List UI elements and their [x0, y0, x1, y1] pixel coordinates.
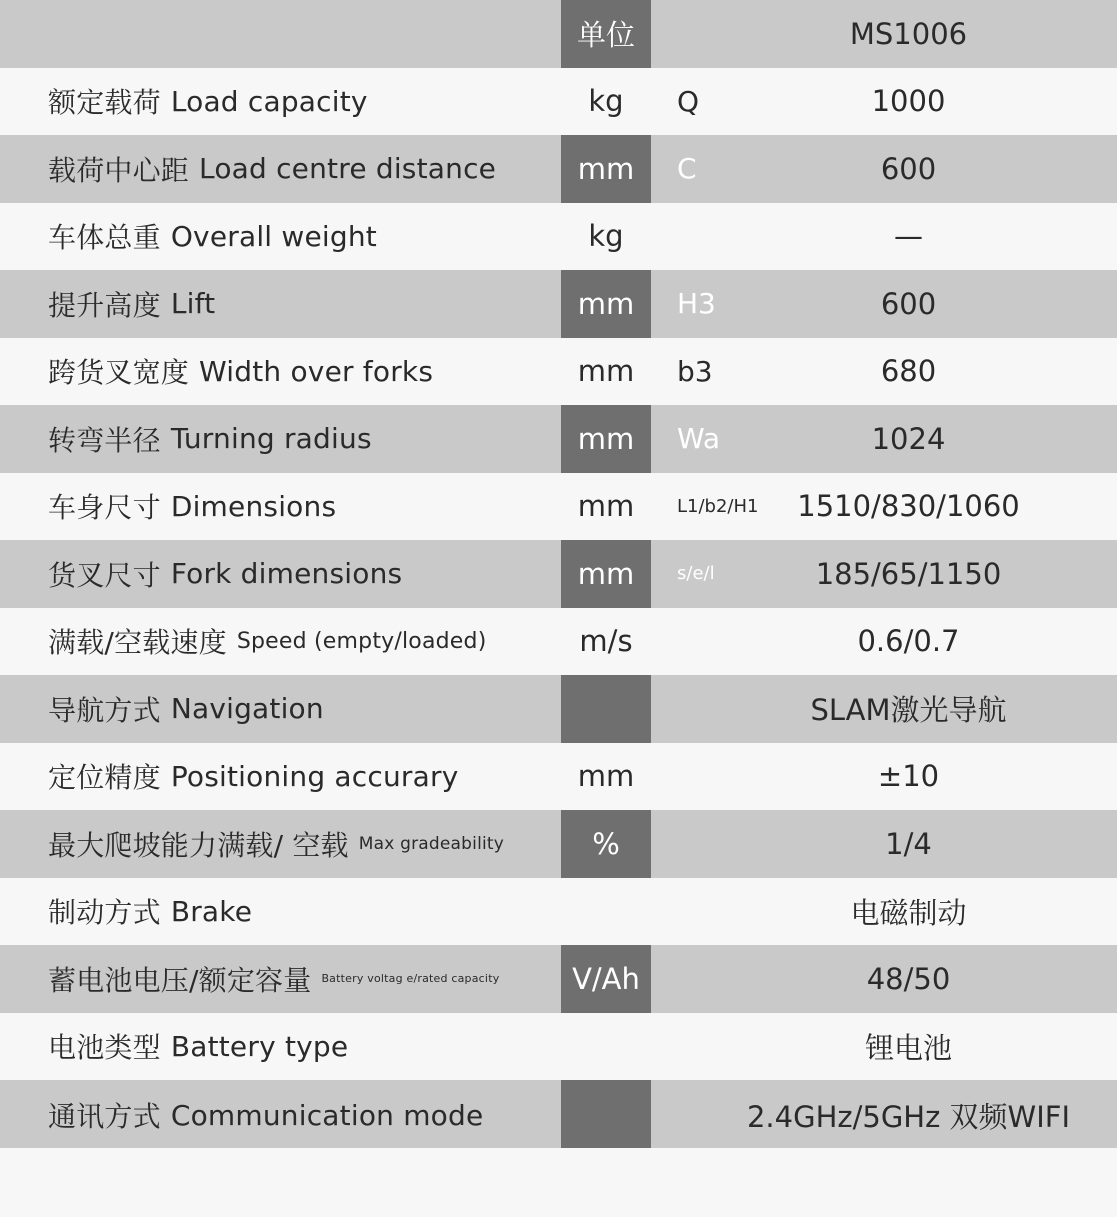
table-row	[0, 68, 1117, 136]
spec-name-cn: 通讯方式	[48, 1100, 161, 1133]
spec-symbol: Wa	[677, 422, 721, 456]
spec-value: 电磁制动	[850, 895, 967, 930]
spec-name-en: Lift	[170, 287, 216, 321]
spec-name	[0, 608, 561, 676]
spec-value: 1000	[871, 84, 946, 119]
spec-name-cn: 电池类型	[48, 1031, 161, 1065]
spec-name-en: Battery type	[170, 1029, 349, 1063]
spec-unit	[561, 675, 651, 743]
spec-unit	[561, 1080, 651, 1150]
spec-name-en: Brake	[170, 894, 253, 928]
spec-name-cn: 车体总重	[48, 221, 161, 255]
spec-name-en: Dimensions	[170, 489, 337, 523]
header-unit-cell: 单位	[561, 0, 651, 68]
spec-value: 48/50	[866, 961, 951, 996]
spec-unit: m/s	[579, 624, 633, 659]
spec-unit: mm	[561, 135, 651, 203]
spec-value: 680	[880, 354, 937, 389]
spec-value: 锂电池	[864, 1030, 952, 1065]
spec-value: 1510/830/1060	[797, 489, 1020, 524]
spec-symbol: H3	[677, 287, 716, 321]
spec-unit: kg	[588, 219, 624, 254]
spec-name	[0, 540, 561, 608]
spec-name-cn: 满载/空载速度	[48, 626, 227, 660]
table-row	[0, 203, 1117, 271]
spec-name-en: Speed (empty/loaded)	[236, 628, 487, 654]
spec-symbol: s/e/l	[677, 563, 715, 585]
spec-value: 1024	[871, 421, 946, 456]
spec-name	[0, 405, 561, 473]
spec-name	[0, 810, 561, 878]
spec-unit	[561, 878, 651, 946]
spec-unit: %	[561, 810, 651, 878]
spec-name-cn: 载荷中心距	[48, 153, 190, 187]
spec-unit: kg	[588, 84, 624, 119]
spec-unit	[561, 1013, 651, 1081]
spec-name-cn: 额定载荷	[48, 86, 161, 120]
spec-value: 2.4GHz/5GHz 双频WIFI	[746, 1099, 1071, 1134]
table-row	[0, 1013, 1117, 1081]
spec-symbol: C	[677, 152, 697, 186]
spec-unit: V/Ah	[561, 945, 651, 1013]
spec-name	[0, 743, 561, 811]
spec-name	[0, 68, 561, 136]
spec-name-cn: 车身尺寸	[48, 491, 161, 525]
table-row	[0, 810, 1117, 878]
header-row	[0, 0, 1117, 68]
spec-name-en: Turning radius	[170, 422, 372, 456]
spec-value: 1/4	[885, 826, 932, 861]
spec-name-en: Positioning accurary	[170, 759, 459, 793]
spec-name	[0, 1080, 561, 1150]
spec-name	[0, 270, 561, 338]
spec-value: 600	[880, 286, 937, 321]
table-row	[0, 338, 1117, 406]
spec-name-cn: 转弯半径	[48, 423, 161, 457]
spec-name	[0, 675, 561, 743]
spec-value: ±10	[877, 759, 940, 794]
spec-name-cn: 最大爬坡能力满载/ 空载	[48, 828, 349, 862]
spec-name-en: Fork dimensions	[170, 557, 403, 591]
spec-value: 600	[880, 151, 937, 186]
spec-name-cn: 跨货叉宽度	[48, 356, 190, 390]
spec-name-en: Navigation	[170, 692, 324, 726]
spec-unit: mm	[561, 270, 651, 338]
spec-value: 0.6/0.7	[857, 624, 960, 659]
spec-symbol: b3	[677, 354, 713, 388]
spec-name-cn: 制动方式	[48, 896, 161, 930]
table-row	[0, 945, 1117, 1013]
spec-name-cn: 导航方式	[48, 693, 161, 727]
spec-name-en: Load centre distance	[199, 152, 497, 186]
spec-value: SLAM激光导航	[810, 693, 1007, 728]
table-row	[0, 405, 1117, 473]
header-model-cell: MS1006	[849, 16, 968, 51]
spec-value: 185/65/1150	[815, 556, 1002, 591]
table-row	[0, 135, 1117, 203]
table-row	[0, 1080, 1117, 1150]
spec-unit: mm	[577, 759, 635, 794]
spec-name	[0, 945, 561, 1013]
spec-name-cn: 提升高度	[48, 288, 161, 322]
spec-symbol: Q	[677, 84, 700, 118]
table-row	[0, 675, 1117, 743]
spec-value: —	[894, 219, 923, 254]
spec-name	[0, 338, 561, 406]
spec-name-en: Max gradeability	[358, 833, 505, 854]
spec-unit: mm	[577, 354, 635, 389]
spec-name	[0, 203, 561, 271]
table-row	[0, 878, 1117, 946]
spec-unit: mm	[561, 405, 651, 473]
spec-name	[0, 878, 561, 946]
spec-name	[0, 135, 561, 203]
spec-name-en: Battery voltag e/rated capacity	[321, 972, 500, 986]
table-row	[0, 743, 1117, 811]
table-row	[0, 608, 1117, 676]
spec-name-en: Communication mode	[170, 1098, 484, 1132]
spec-symbol: L1/b2/H1	[677, 495, 759, 517]
spec-unit: mm	[561, 540, 651, 608]
spec-name	[0, 473, 561, 541]
table-row	[0, 540, 1117, 608]
spec-name-en: Load capacity	[170, 84, 368, 118]
spec-name-en: Overall weight	[170, 219, 377, 253]
spec-name-cn: 定位精度	[48, 761, 161, 795]
table-row	[0, 270, 1117, 338]
spec-name-cn: 货叉尺寸	[48, 558, 161, 592]
table-row	[0, 473, 1117, 541]
spec-name	[0, 1013, 561, 1081]
spec-name-cn: 蓄电池电压/额定容量	[48, 963, 312, 997]
spec-unit: mm	[577, 489, 635, 524]
spec-name-en: Width over forks	[199, 354, 434, 388]
page-footer-space	[0, 1148, 1117, 1217]
